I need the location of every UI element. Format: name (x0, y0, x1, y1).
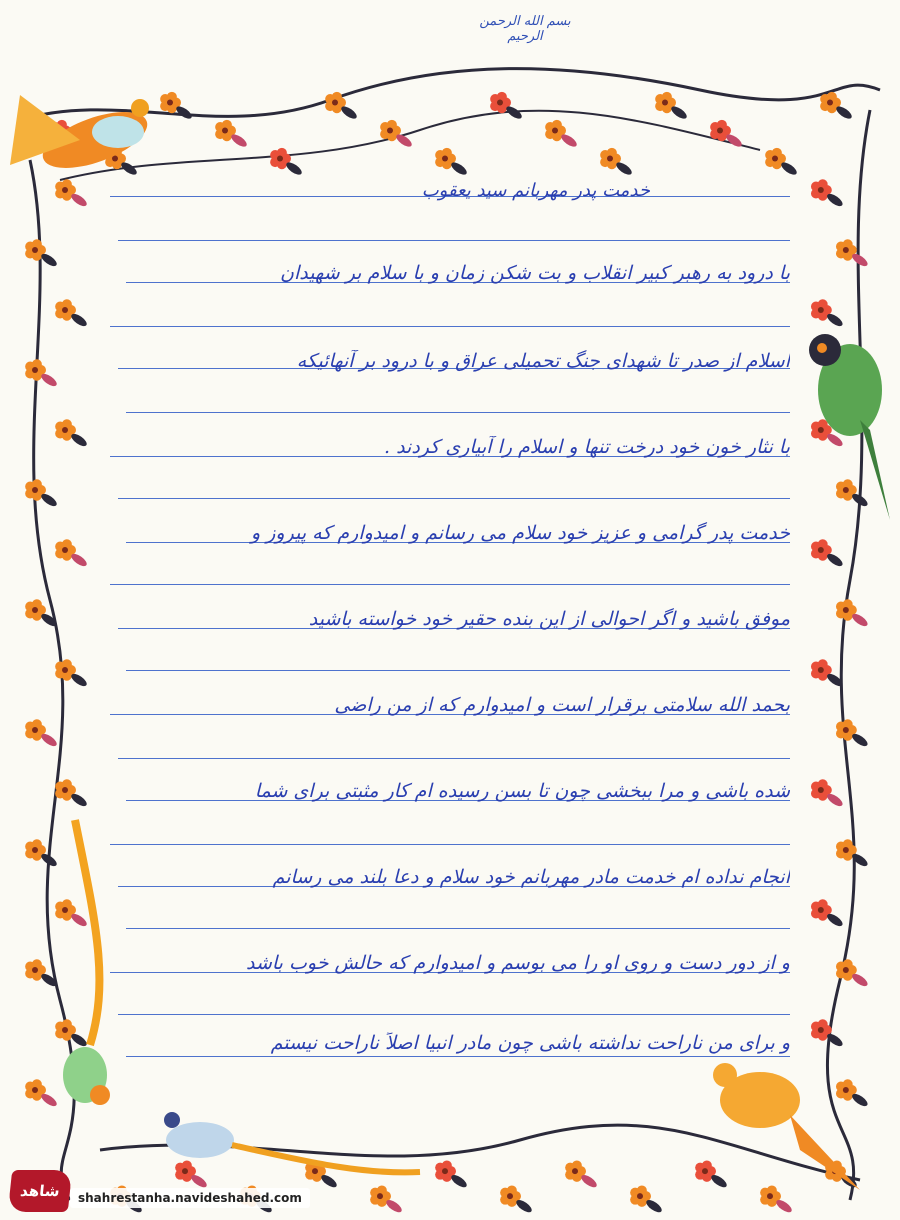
letter-salutation: خدمت پدر مهربانم سید یعقوب (421, 180, 650, 201)
letter-line: موفق باشید و اگر احوالی از این بنده حقیر خود خواسته باشید (308, 608, 790, 630)
letter-line: با درود به رهبر کبیر انقلاب و بت شکن زمان و با سلام بر شهیدان (280, 262, 790, 284)
flower-ornament (25, 1079, 59, 1108)
flower-ornament (811, 179, 845, 208)
flower-ornament (836, 599, 870, 628)
ruled-line (110, 844, 790, 845)
ruled-line (118, 758, 790, 759)
flower-ornament (25, 359, 59, 388)
flower-ornament (55, 1019, 89, 1048)
flower-ornament (836, 719, 870, 748)
letter-line: شده باشی و مرا ببخشی چون تا بسن رسیده ام کار مثبتی برای شما (254, 780, 790, 802)
flower-ornament (836, 479, 870, 508)
flower-ornament (630, 1185, 664, 1214)
flower-ornament (25, 839, 59, 868)
flower-ornament (836, 1079, 870, 1108)
flower-ornament (811, 299, 845, 328)
letter-line: با نثار خون خود درخت تنها و اسلام را آبیاری کردند . (384, 436, 790, 458)
ruled-line (118, 240, 790, 241)
letter-line: و برای من ناراحت نداشته باشی چون مادر انبیا اصلاً ناراحت نیستم (270, 1032, 790, 1054)
flower-ornament (811, 539, 845, 568)
flower-ornament (55, 299, 89, 328)
ruled-line (118, 498, 790, 499)
flower-ornament (820, 92, 854, 121)
flower-ornament (600, 148, 634, 177)
letter-line: و از دور دست و روی او را می بوسم و امیدوارم که حالش خوب باشد (246, 952, 790, 974)
flower-ornament (435, 1160, 469, 1189)
flower-ornament (55, 899, 89, 928)
flower-ornament (760, 1185, 794, 1214)
ruled-line (126, 1056, 790, 1057)
flower-ornament (55, 659, 89, 688)
flower-ornament (765, 148, 799, 177)
flower-ornament (490, 92, 524, 121)
flower-ornament (55, 779, 89, 808)
flower-ornament (710, 120, 744, 149)
flower-ornament (25, 239, 59, 268)
flower-ornament (811, 779, 845, 808)
flower-ornament (836, 239, 870, 268)
bird-bottom-right (713, 1063, 860, 1190)
bismillah-header: بسم الله الرحمن الرحیم (479, 14, 571, 44)
ruled-line (126, 412, 790, 413)
flower-ornament (215, 120, 249, 149)
letter-line: انجام نداده ام خدمت مادر مهربانم خود سلام و دعا بلند می رسانم (272, 866, 790, 888)
ruled-line (110, 584, 790, 585)
flower-ornament (270, 148, 304, 177)
flower-ornament (370, 1185, 404, 1214)
flower-ornament (435, 148, 469, 177)
letter-line: بحمد الله سلامتی برقرار است و امیدوارم که از من راضی (334, 694, 790, 716)
flower-ornament (25, 479, 59, 508)
ruled-line (126, 670, 790, 671)
flower-ornament (55, 179, 89, 208)
bird-bottom-center (164, 1112, 420, 1172)
letter-line: خدمت پدر گرامی و عزیز خود سلام می رسانم و امیدوارم که پیروز و (251, 522, 790, 544)
flower-ornament (25, 719, 59, 748)
flower-ornament (695, 1160, 729, 1189)
ruled-line (110, 326, 790, 327)
ruled-line (118, 1014, 790, 1015)
flower-ornament (500, 1185, 534, 1214)
ruled-line (126, 928, 790, 929)
flower-ornament (811, 899, 845, 928)
flower-ornament (836, 959, 870, 988)
site-watermark (0, 1170, 302, 1214)
bird-bottom-left-pheasant (63, 820, 110, 1105)
flower-ornament (55, 419, 89, 448)
flower-ornament (655, 92, 689, 121)
flower-ornament (55, 539, 89, 568)
shahed-logo: شاهد (8, 1170, 72, 1212)
watermark-url: shahrestanha.navideshahed.com (70, 1188, 310, 1208)
letter-line: اسلام از صدر تا شهدای جنگ تحمیلی عراق و با درود بر آنهائیکه (296, 350, 790, 372)
flower-ornament (160, 92, 194, 121)
flower-ornament (811, 659, 845, 688)
flower-ornament (565, 1160, 599, 1189)
flower-ornament (545, 120, 579, 149)
